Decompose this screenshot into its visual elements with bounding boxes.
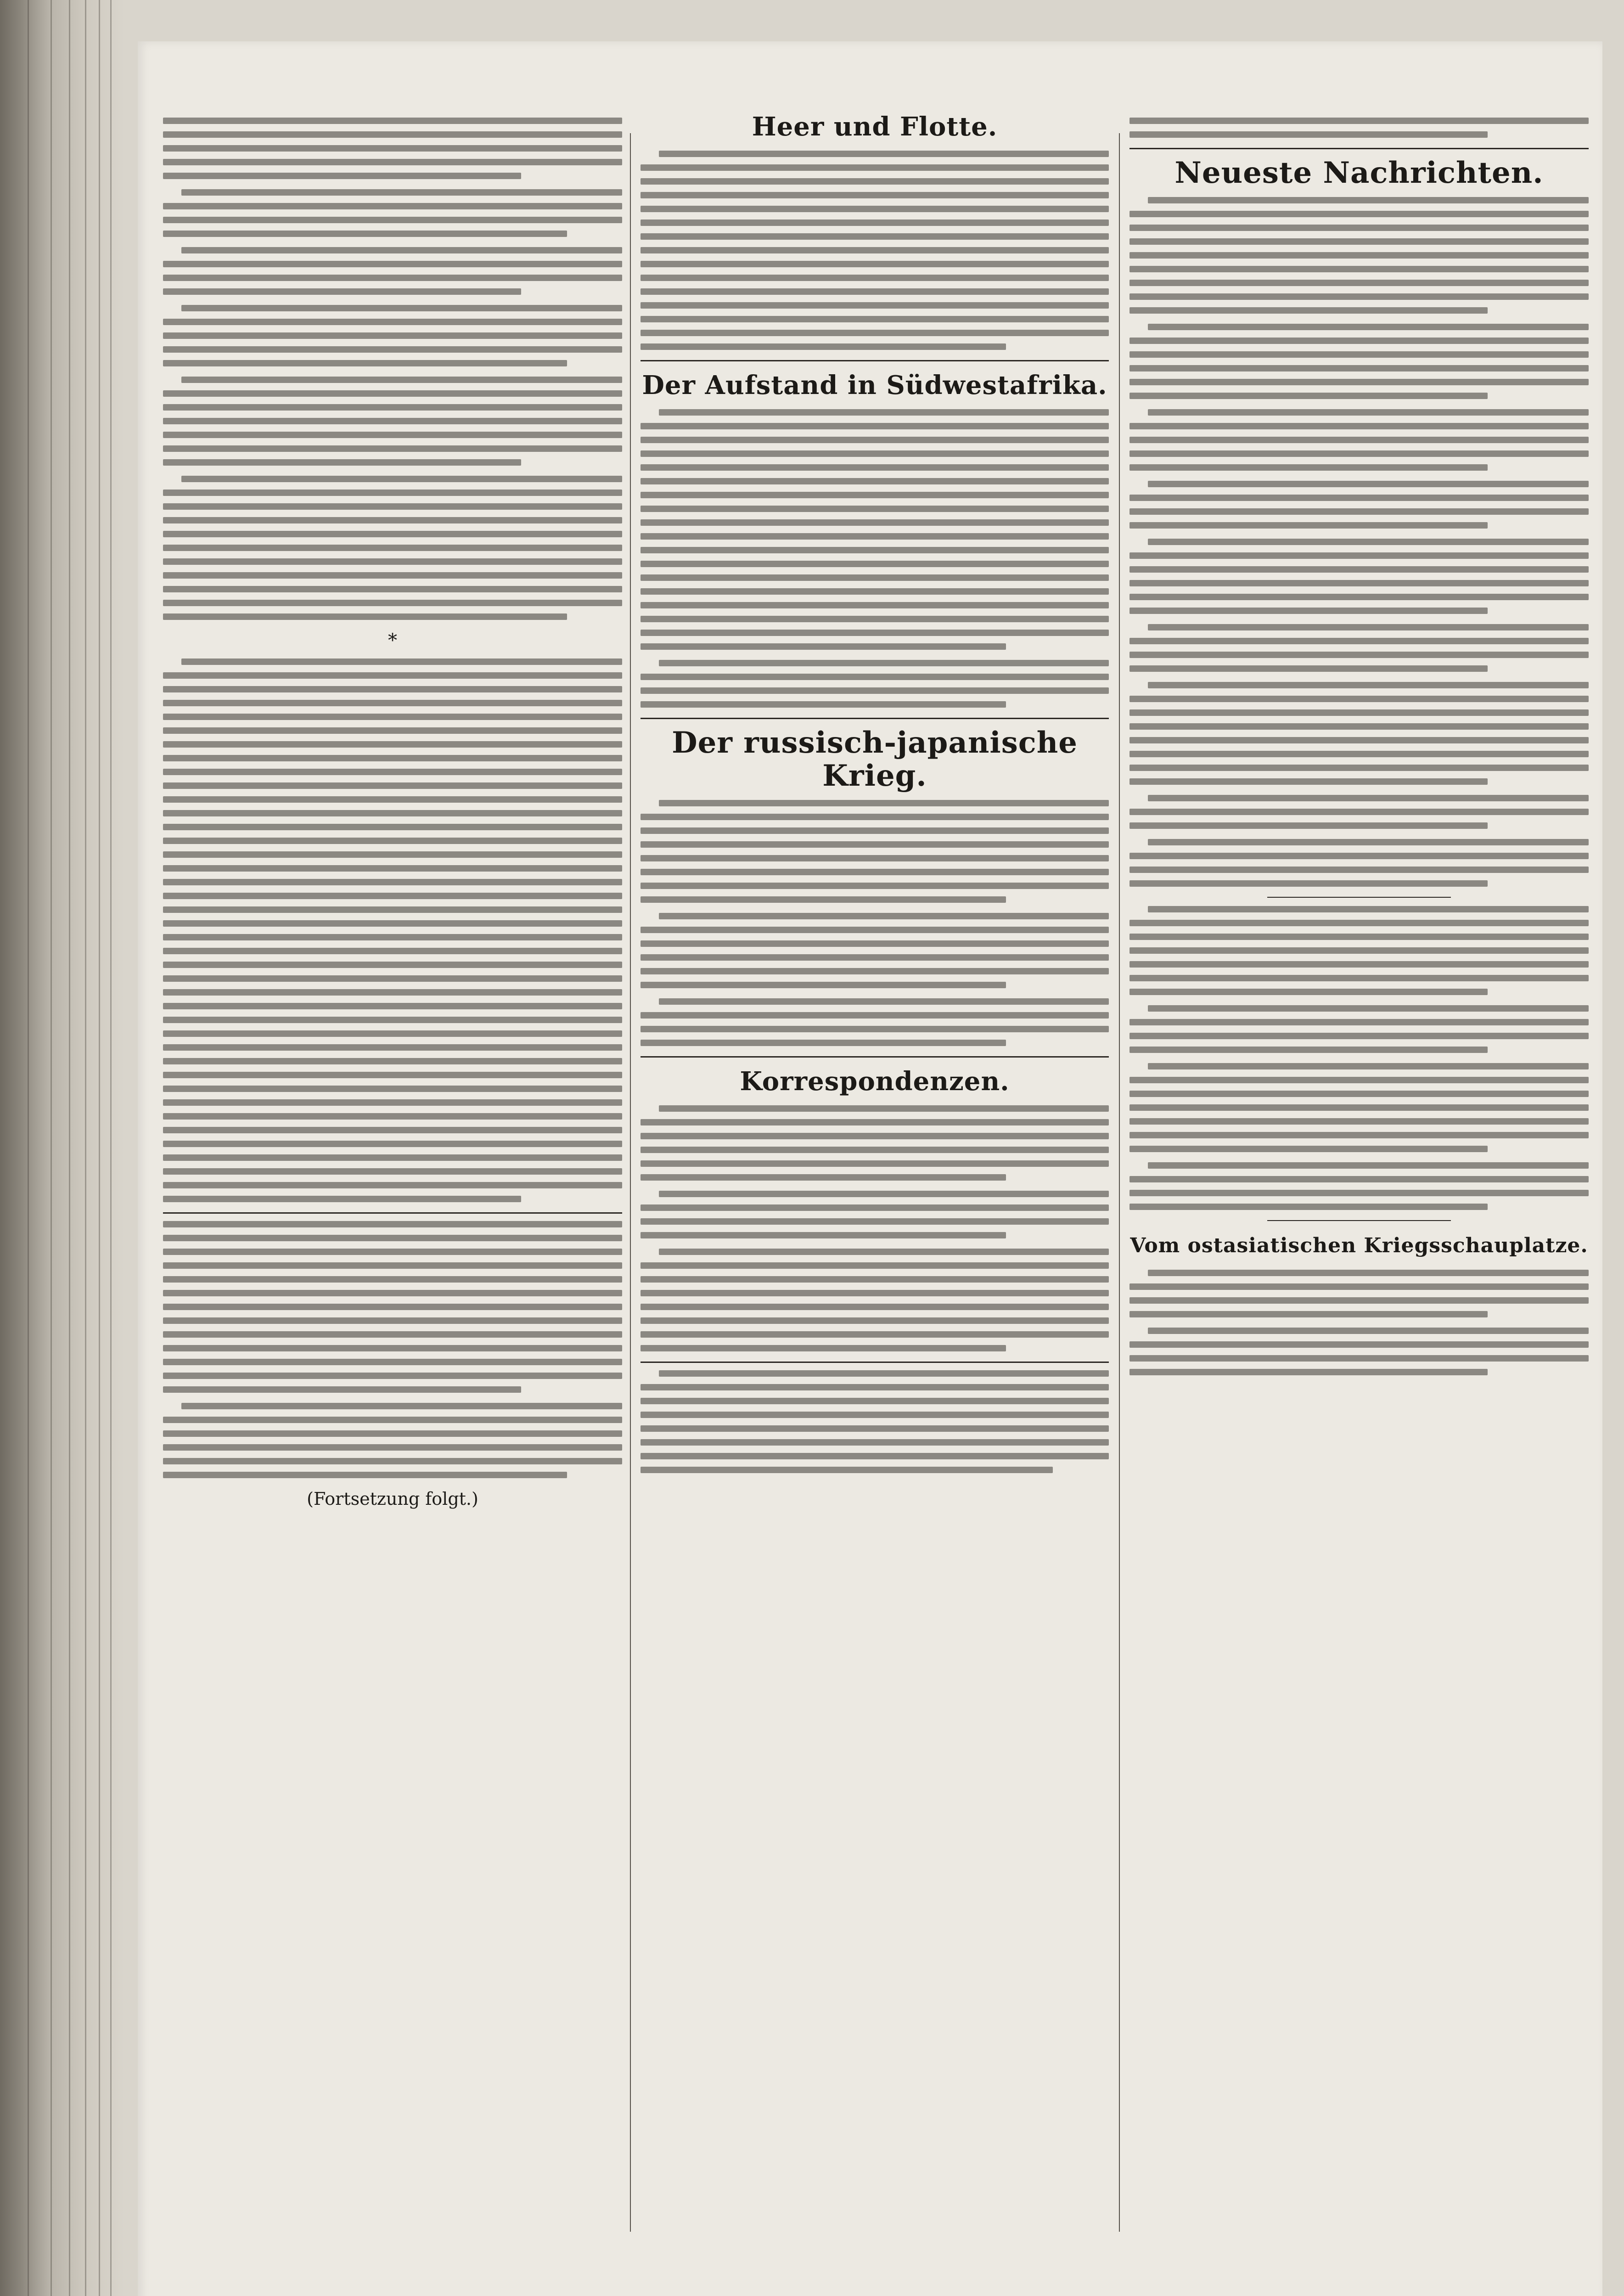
- section-divider: [1267, 1220, 1451, 1221]
- section-divider: [641, 360, 1109, 361]
- paragraph: [641, 913, 1109, 988]
- paragraph: [1129, 839, 1589, 887]
- continuation-note: (Fortsetzung folgt.): [307, 1489, 478, 1509]
- column-3: [1129, 110, 1589, 2250]
- paragraph: [1129, 324, 1589, 399]
- paragraph: [1129, 118, 1589, 138]
- section-heading: Der russisch-japanische Krieg.: [672, 726, 1078, 793]
- section-divider: [1129, 148, 1589, 149]
- paragraph: [1129, 197, 1589, 314]
- paragraph: [1129, 906, 1589, 995]
- section-divider: [1267, 897, 1451, 898]
- paragraph: [641, 998, 1109, 1046]
- paragraph: [1129, 1270, 1589, 1317]
- section-heading: Vom ostasiatischen Kriegsschauplatze.: [1130, 1234, 1588, 1257]
- paragraph: [1129, 682, 1589, 785]
- section-heading: Der Aufstand in Südwestafrika.: [642, 370, 1107, 400]
- book-binding: [0, 0, 124, 2296]
- paragraph: [163, 305, 622, 366]
- section-heading: Korrespondenzen.: [740, 1066, 1010, 1097]
- paragraph: [641, 800, 1109, 903]
- paragraph: [163, 118, 622, 179]
- paragraph: [641, 151, 1109, 350]
- paragraph: [163, 189, 622, 237]
- section-divider: [641, 1056, 1109, 1058]
- paragraph: [1129, 795, 1589, 829]
- paragraph: [1129, 539, 1589, 614]
- paragraph: [1129, 1162, 1589, 1210]
- paragraph: [641, 1370, 1109, 1473]
- serial-divider: [163, 1212, 622, 1214]
- paragraph: [641, 1249, 1109, 1351]
- paragraph: [163, 658, 622, 1202]
- paragraph: [1129, 1328, 1589, 1375]
- section-divider: [641, 1362, 1109, 1363]
- paragraph: [641, 409, 1109, 650]
- section-heading: Heer und Flotte.: [752, 112, 998, 142]
- column-rule: [1119, 133, 1120, 2232]
- column-rule: [630, 133, 631, 2232]
- column-2: [641, 110, 1109, 2250]
- paragraph: [163, 377, 622, 466]
- paragraph: [163, 476, 622, 620]
- paragraph: [163, 1403, 622, 1478]
- section-heading: Neueste Nachrichten.: [1174, 156, 1544, 190]
- paragraph: [1129, 409, 1589, 471]
- paragraph: [641, 660, 1109, 708]
- paragraph: [1129, 624, 1589, 672]
- paragraph: [163, 247, 622, 295]
- section-divider: [641, 718, 1109, 719]
- paragraph: [641, 1105, 1109, 1181]
- paragraph: [163, 1221, 622, 1393]
- section-divider: *: [388, 630, 397, 651]
- paragraph: [1129, 481, 1589, 529]
- column-1: [163, 110, 622, 2250]
- paragraph: [1129, 1063, 1589, 1152]
- newspaper-page: [138, 41, 1602, 2296]
- paragraph: [641, 1191, 1109, 1238]
- paragraph: [1129, 1005, 1589, 1053]
